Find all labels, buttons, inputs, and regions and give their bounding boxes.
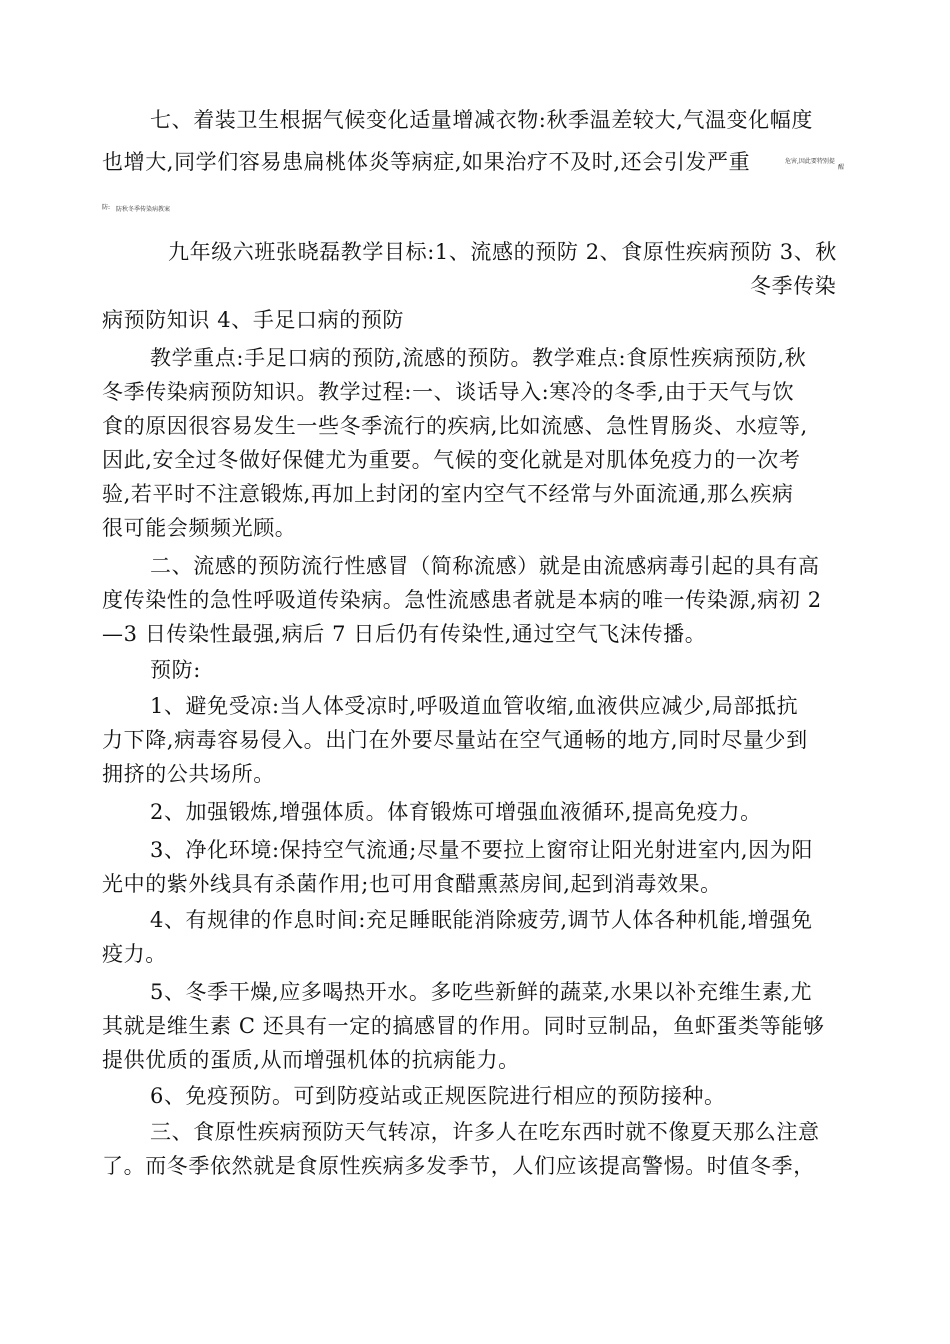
text-line: 也增大,同学们容易患扁桃体炎等病症,如果治疗不及时,还会引发严重 — [102, 150, 751, 174]
text-line: 食的原因很容易发生一些冬季流行的疾病,比如流感、急性胃肠炎、水痘等, — [102, 414, 808, 438]
text-line: 拥挤的公共场所。 — [102, 762, 275, 786]
text-line: 4、有规律的作息时间:充足睡眠能消除疲劳,调节人体各种机能,增强免 — [150, 908, 813, 932]
text-line: 3、净化环境:保持空气流通;尽量不要拉上窗帘让阳光射进室内,因为阳 — [150, 838, 813, 862]
text-line: 疫力。 — [102, 942, 167, 966]
text-line: 力下降,病毒容易侵入。出门在外要尽量站在空气通畅的地方,同时尽量少到 — [102, 728, 808, 752]
small-note: 危害,因此要特别提 — [785, 158, 835, 165]
text-line: 七、着装卫生根据气候变化适量增减衣物:秋季温差较大,气温变化幅度 — [150, 108, 813, 132]
text-line: 教学重点:手足口病的预防,流感的预防。教学难点:食原性疾病预防,秋 — [150, 346, 807, 370]
text-line: 因此,安全过冬做好保健尤为重要。气候的变化就是对肌体免疫力的一次考 — [102, 448, 801, 472]
text-line: 病预防知识 4、手足口病的预防 — [102, 308, 405, 332]
text-line: 了。而冬季依然就是食原性疾病多发季节，人们应该提高警惕。时值冬季， — [102, 1154, 815, 1178]
text-line: 提供优质的蛋质,从而增强机体的抗病能力。 — [102, 1048, 520, 1072]
text-line: 6、免疫预防。可到防疫站或正规医院进行相应的预防接种。 — [150, 1084, 726, 1108]
text-line: 其就是维生素 C 还具有一定的搞感冒的作用。同时豆制品，鱼虾蛋类等能够 — [102, 1014, 825, 1038]
text-line: 光中的紫外线具有杀菌作用;也可用食醋熏蒸房间,起到消毒效果。 — [102, 872, 722, 896]
text-line: 1、避免受凉:当人体受凉时,呼吸道血管收缩,血液供应减少,局部抵抗 — [150, 694, 799, 718]
text-line: 很可能会频频光顾。 — [102, 516, 297, 540]
text-line: 九年级六班张晓磊教学目标:1、流感的预防 2、食原性疾病预防 3、秋 — [168, 240, 837, 264]
text-line: 冬季传染病预防知识。教学过程:一、谈话导入:寒冷的冬季,由于天气与饮 — [102, 380, 795, 404]
text-line: 预防: — [150, 658, 201, 682]
text-line: 度传染性的急性呼吸道传染病。急性流感患者就是本病的唯一传染源,病初 2 — [102, 588, 822, 612]
small-note: 防: — [102, 204, 111, 211]
text-line: 冬季传染 — [750, 274, 837, 298]
text-line: 5、冬季干燥,应多喝热开水。多吃些新鲜的蔬菜,水果以补充维生素,尤 — [150, 980, 813, 1004]
small-note: 防秋冬季传染病教案 — [116, 206, 171, 213]
text-line: 三、食原性疾病预防天气转凉，许多人在吃东西时就不像夏天那么注意 — [150, 1120, 820, 1144]
text-line: 验,若平时不注意锻炼,再加上封闭的室内空气不经常与外面流通,那么疾病 — [102, 482, 794, 506]
text-line: —3 日传染性最强,病后 7 日后仍有传染性,通过空气飞沫传播。 — [102, 622, 707, 646]
small-note: 醒 — [838, 164, 845, 171]
text-line: 二、流感的预防流行性感冒（简称流感）就是由流感病毒引起的具有高 — [150, 554, 820, 578]
text-line: 2、加强锻炼,增强体质。体育锻炼可增强血液循环,提高免疫力。 — [150, 800, 762, 824]
